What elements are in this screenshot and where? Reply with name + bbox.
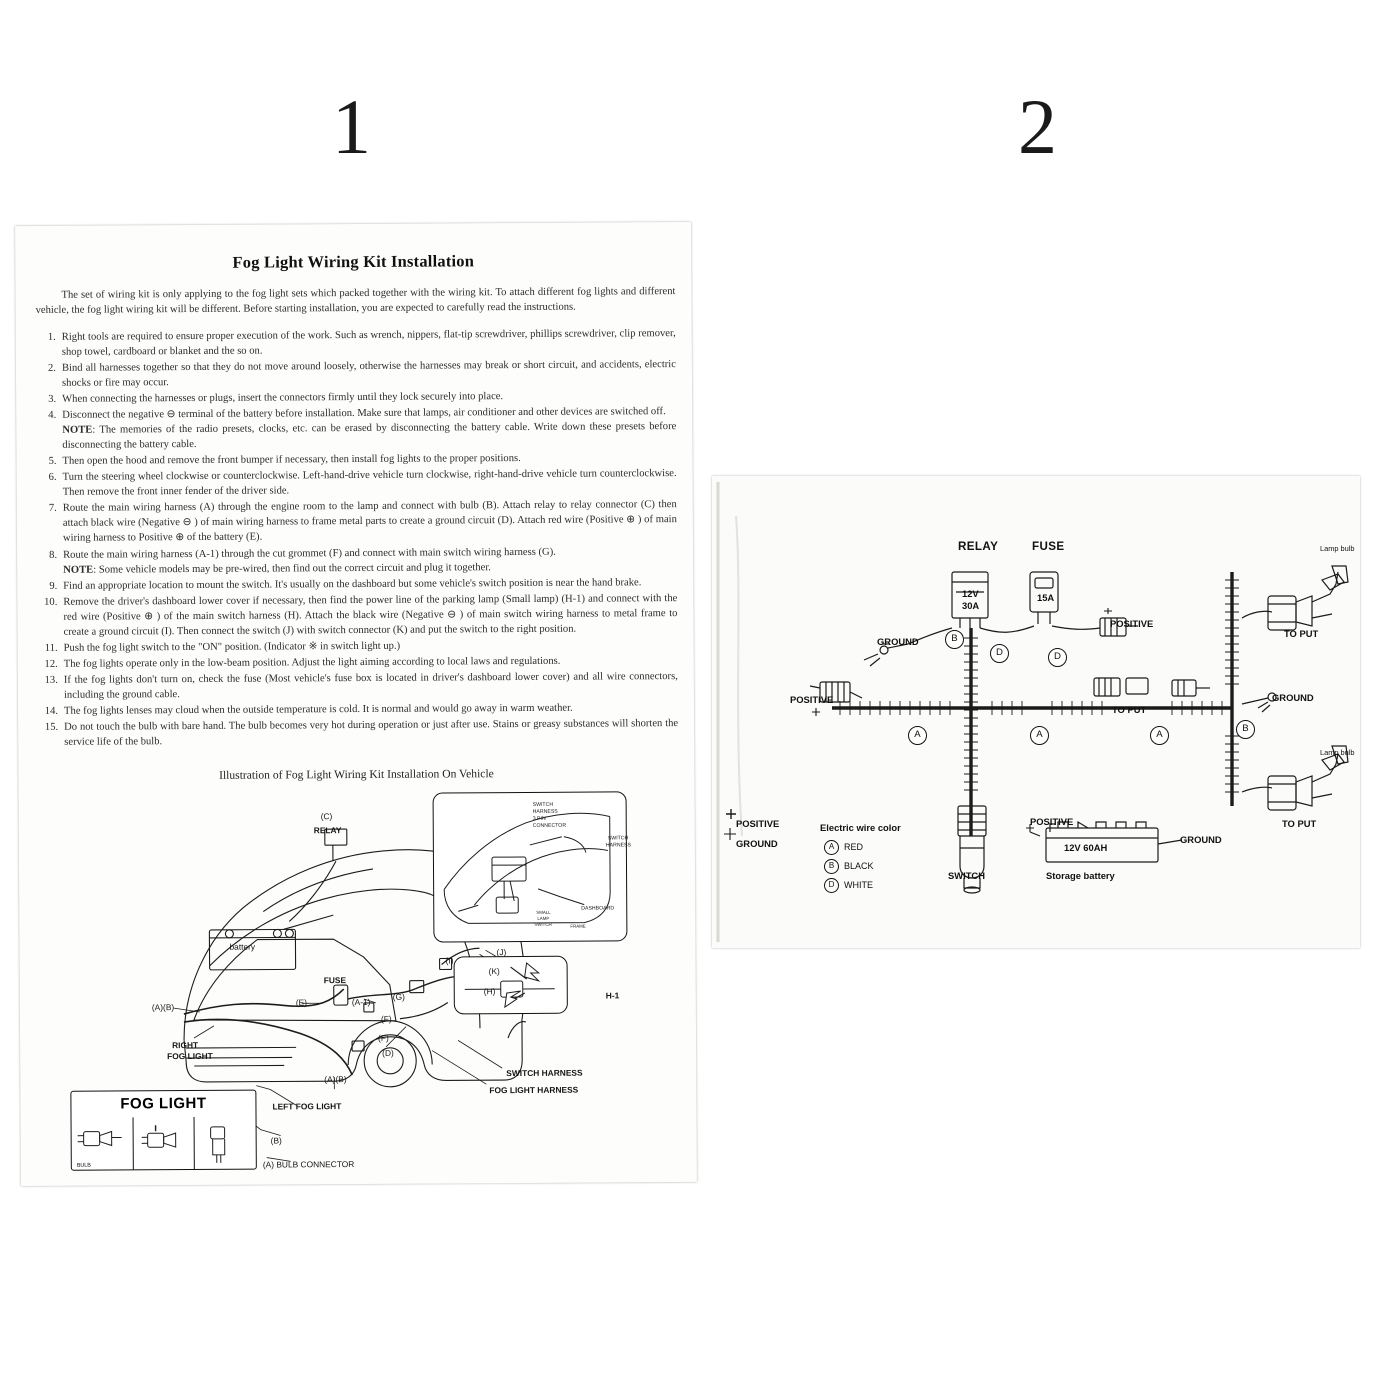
wiring-label: Lamp bulb xyxy=(1320,748,1355,757)
step-text: Do not touch the bulb with bare hand. The bulb becomes very hot during operation or just after use. Stains or greasy substances will shorten the service life of the bulb. xyxy=(64,717,679,748)
fog-light-box-title: FOG LIGHT xyxy=(120,1094,207,1113)
instruction-step xyxy=(37,466,677,500)
step-text: Then open the hood and remove the front bumper if necessary, then install fog lights to the proper positions. xyxy=(62,453,521,468)
wiring-label: GROUND xyxy=(1180,834,1222,845)
illustration-label: (H) xyxy=(483,986,496,997)
step-number: 4. xyxy=(48,410,57,422)
step-number: 15. xyxy=(44,721,59,733)
step-text: The fog lights operate only in the low-beam position. Adjust the light aiming according to local laws and regulations. xyxy=(63,655,561,670)
illustration-label: (E) xyxy=(295,997,308,1008)
illustration-label: (A)(B) xyxy=(324,1073,347,1085)
illustration-label: DASHBOARD xyxy=(581,905,615,912)
step-text: Disconnect the negative ⊖ terminal of the battery before installation. Make sure that lamps, air conditioner and other devices are switched off. xyxy=(62,406,666,422)
illustration-label: LAMP xyxy=(537,915,550,921)
step-number: 6. xyxy=(48,472,57,484)
wire-code-marker: B xyxy=(1236,720,1255,739)
wiring-label: GROUND xyxy=(736,838,778,849)
wiring-label: Electric wire color xyxy=(820,822,901,833)
illustration-caption: Illustration of Fog Light Wiring Kit Installation On Vehicle xyxy=(219,767,494,782)
note-label: NOTE xyxy=(63,564,94,576)
fog-light-bulb-steps-box xyxy=(70,1090,256,1171)
wire-code-marker: A xyxy=(908,726,927,745)
illustration-label: LEFT FOG LIGHT xyxy=(272,1101,342,1112)
note-label: NOTE xyxy=(62,424,93,437)
step-number: 12. xyxy=(44,658,58,670)
step-number: 5. xyxy=(48,456,57,468)
illustration-label: (I) xyxy=(445,955,454,966)
battery-caption: Storage battery xyxy=(1046,870,1115,881)
illustration-label: (F) xyxy=(378,1032,389,1043)
wiring-label: 30A xyxy=(962,600,980,611)
instruction-step xyxy=(36,326,676,360)
step-number: 2. xyxy=(47,362,56,375)
instruction-step xyxy=(37,591,677,640)
wiring-diagram-image xyxy=(712,476,1360,948)
legend-color-name: WHITE xyxy=(844,879,873,890)
wiring-label: POSITIVE xyxy=(1030,816,1074,827)
illustration-label: CONNECTOR xyxy=(532,822,567,829)
illustration-label: SWITCH xyxy=(607,835,629,842)
bulb-step-2 xyxy=(133,1117,195,1169)
note-text: : The memories of the radio presets, clocks, etc. can be erased by disconnecting the battery cable. Write down these presets before disconnecting the battery cable. xyxy=(62,421,677,452)
wiring-label: TO PUT xyxy=(1284,628,1319,639)
instruction-step xyxy=(38,716,678,750)
note-text: : Some vehicle models may be pre-wired, then find out the correct circuit and plug it together. xyxy=(93,561,491,576)
step-note xyxy=(62,419,676,453)
step-text: Right tools are required to ensure proper execution of the work. Such as wrench, nippers, flat-tip screwdriver, phillips screwdriver, clip remover, shop towel, cardboard or blanket and the so on. xyxy=(61,328,676,358)
wire-code-marker: D xyxy=(1048,648,1067,667)
illustration-label: FOG LIGHT xyxy=(167,1050,213,1062)
panel-number-1: 1 xyxy=(332,83,371,170)
legend-row xyxy=(824,840,863,855)
step-number: 11. xyxy=(44,642,58,654)
legend-code: A xyxy=(824,840,839,855)
illustration-label: SWITCH HARNESS xyxy=(506,1067,583,1078)
wiring-label: POSITIVE xyxy=(736,818,780,829)
wiring-label: GROUND xyxy=(1272,692,1314,703)
wire-code-marker: D xyxy=(990,644,1009,663)
step-text: Find an appropriate location to mount the switch. It's usually on the dashboard but some vehicle's switch position is near the hand brake. xyxy=(63,576,642,592)
step-text: Route the main wiring harness (A-1) through the cut grommet (F) and connect with main switch wiring harness (G). xyxy=(63,546,556,561)
step-number: 14. xyxy=(44,705,59,717)
wiring-label: TO PUT xyxy=(1112,704,1147,715)
panel-number-2: 2 xyxy=(1018,83,1057,170)
wiring-label: RELAY xyxy=(958,540,999,553)
legend-code: D xyxy=(824,878,839,893)
instruction-steps-list xyxy=(16,326,695,750)
step-number: 8. xyxy=(49,549,58,561)
instruction-step xyxy=(37,497,677,546)
illustration-label: (A)(B) xyxy=(151,1002,175,1013)
wiring-label: 12V xyxy=(962,588,979,599)
illustration-label: H-1 xyxy=(605,990,620,1001)
instruction-step xyxy=(38,669,678,703)
bulb-step-1 xyxy=(72,1117,134,1169)
step-text: Route the main wiring harness (A) through the engine room to the lamp and connect with bulb (B). Attach relay to relay connector (C) then attach black wire (Negative ⊖ ) of main wiring harness to frame metal parts to create a ground circuit (D). Attach red wire (Positive ⊕ ) of main wiring harness to Positive ⊕ of the battery (E). xyxy=(62,499,677,545)
step-number: 3. xyxy=(48,394,57,406)
step-number: 9. xyxy=(49,580,58,592)
h1-splice-inset xyxy=(454,956,568,1015)
illustration-label: (B) xyxy=(270,1135,282,1146)
step-text: Turn the steering wheel clockwise or counterclockwise. Left-hand-drive vehicle turn clockwise, right-hand-drive vehicle turn counterclockwise. Then remove the front inner fender of the driver side. xyxy=(62,468,677,499)
step-text: The fog lights lenses may cloud when the outside temperature is cold. It is normal and would go away in warm weather. xyxy=(64,702,573,717)
step-number: 1. xyxy=(47,331,56,343)
illustration-label: RIGHT xyxy=(172,1039,199,1051)
illustration-label: SMALL xyxy=(536,909,551,915)
illustration-label: SWITCH xyxy=(534,921,552,927)
wiring-label: Lamp bulb xyxy=(1320,544,1355,553)
bulb-label: BULB xyxy=(76,1162,91,1169)
illustration-label: (C) xyxy=(320,811,333,822)
step-text: Remove the driver's dashboard lower cover if necessary, then find the power line of the parking lamp (Small lamp) (H-1) and connect with the red wire (Positive ⊕ ) of the main switch harness (H). Attach the black wire (Negative ⊖ ) of main switch wiring harness to metal frame to create a ground circuit (I). Then connect the switch (J) with switch connector (K) and put the switch to the right position. xyxy=(63,592,678,638)
legend-color-name: BLACK xyxy=(844,860,874,871)
illustration-label: FRAME xyxy=(570,923,586,929)
legend-code: B xyxy=(824,859,839,874)
illustration-label: (G) xyxy=(392,991,405,1002)
illustration-label: HARNESS xyxy=(532,808,558,815)
illustration-label: (F) xyxy=(380,1013,392,1024)
illustration-label: FUSE xyxy=(323,974,347,986)
legend-row xyxy=(824,859,874,874)
wiring-label: POSITIVE xyxy=(790,694,834,705)
wiring-label: TO PUT xyxy=(1282,818,1317,829)
wiring-label: FUSE xyxy=(1032,540,1065,553)
instruction-step xyxy=(37,544,677,578)
instruction-step xyxy=(36,357,676,391)
wiring-label: GROUND xyxy=(877,636,919,647)
illustration-label: HARNESS xyxy=(605,842,631,849)
step-number: 13. xyxy=(44,674,58,686)
dashboard-detail-inset xyxy=(433,791,628,942)
legend-color-name: RED xyxy=(844,841,864,852)
illustration-label: FOG LIGHT HARNESS xyxy=(489,1084,579,1096)
step-text: Push the fog light switch to the "ON" position. (Indicator ※ in switch light up.) xyxy=(63,640,401,654)
step-text: Bind all harnesses together so that they do not move around loosely, otherwise the harnesses may break or short circuit, and accidents, electric shocks or fire may occur. xyxy=(61,359,676,389)
wiring-label: POSITIVE xyxy=(1110,618,1154,629)
illustration-label: (K) xyxy=(488,966,500,977)
legend-row xyxy=(824,878,873,893)
battery-rating: 12V 60AH xyxy=(1064,842,1108,853)
illustration-label: (A-1) xyxy=(351,996,371,1007)
step-number: 7. xyxy=(48,503,57,515)
illustration-label: RELAY xyxy=(313,824,342,836)
document-title: Fog Light Wiring Kit Installation xyxy=(232,251,475,272)
illustration-label: (J) xyxy=(496,946,507,958)
step-text: When connecting the harnesses or plugs, insert the connectors firmly until they lock securely into place. xyxy=(62,391,504,405)
intro-paragraph: The set of wiring kit is only applying to the fog light sets which packed together with the wiring kit. To attach different fog lights and different vehicle, the fog light wiring kit will be different. Before starting installation, you are expected to carefully read the instructions. xyxy=(35,286,676,316)
illustration-label: battery xyxy=(229,941,256,952)
wire-code-marker: A xyxy=(1150,726,1169,745)
wire-code-marker: B xyxy=(945,630,964,649)
wiring-label: SWITCH xyxy=(948,870,985,881)
wire-code-marker: A xyxy=(1030,726,1049,745)
wiring-label: 15A xyxy=(1037,592,1055,603)
vehicle-illustration xyxy=(33,787,687,1171)
illustration-label: 3 PIN xyxy=(532,815,546,822)
instruction-sheet-image xyxy=(15,222,697,1186)
step-number: 10. xyxy=(44,596,58,608)
step-text: If the fog lights don't turn on, check the fuse (Most vehicle's fuse box is located in driver's dashboard lower cover) and all wire connectors, including the ground cable. xyxy=(63,670,678,701)
illustration-label: SWITCH xyxy=(532,801,554,808)
instruction-step xyxy=(36,404,676,453)
illustration-label: (A) BULB CONNECTOR xyxy=(262,1158,355,1170)
illustration-label: (D) xyxy=(382,1047,394,1058)
bulb-step-3 xyxy=(195,1117,256,1169)
